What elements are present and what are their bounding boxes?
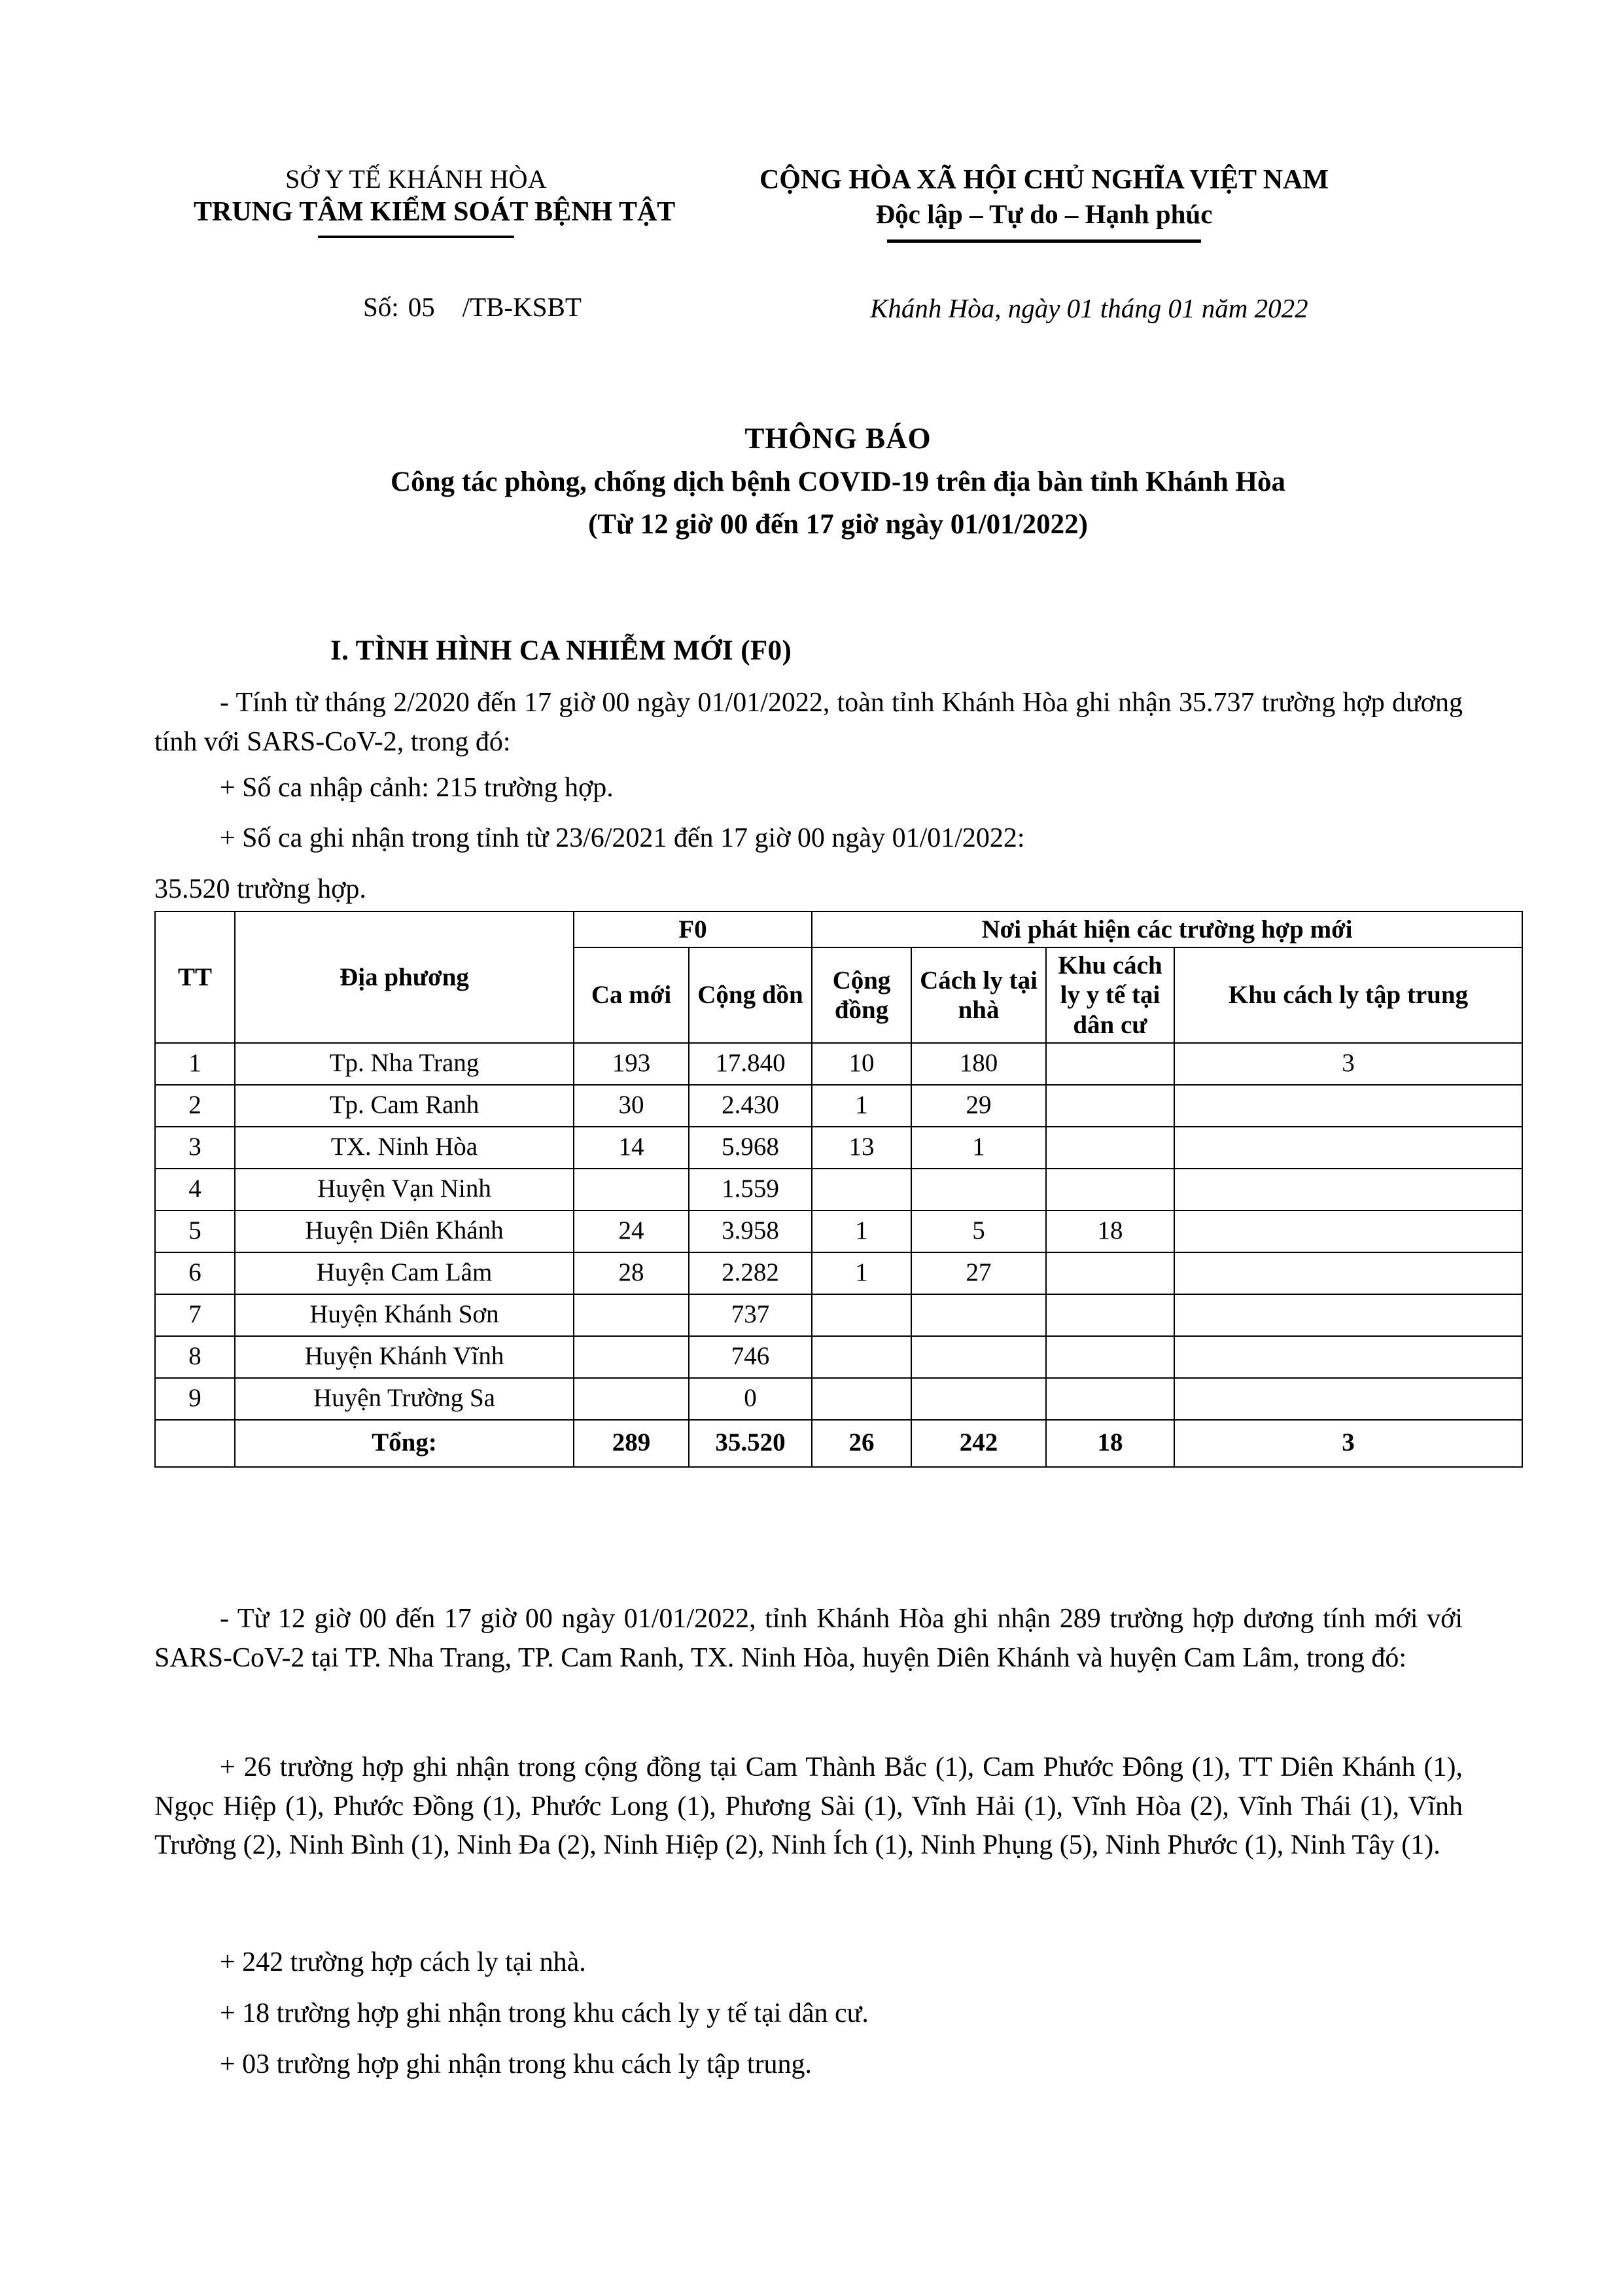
paragraph-text: - Tính từ tháng 2/2020 đến 17 giờ 00 ngày 01/01/2022, toàn tỉnh Khánh Hòa ghi nhận 35.737 trường hợp dương tính với SARS-CoV-2, trong đó: <box>154 688 1463 757</box>
paragraph-text: + 242 trường hợp cách ly tại nhà. <box>220 1947 586 1977</box>
center-name: TRUNG TÂM KIỂM SOÁT BỆNH TẬT <box>194 196 676 227</box>
cell-residential-medical <box>1046 1378 1174 1420</box>
table-row <box>155 1252 1522 1294</box>
header-left-divider <box>318 236 514 238</box>
cell-tt: 7 <box>155 1294 235 1336</box>
cell-total-cumulative: 35.520 <box>689 1420 812 1467</box>
cell-place: Huyện Khánh Vĩnh <box>235 1336 574 1378</box>
section-1-paragraph-3 <box>154 819 1463 858</box>
place-and-date: Khánh Hòa, ngày 01 tháng 01 năm 2022 <box>870 293 1308 323</box>
cell-tt: 9 <box>155 1378 235 1420</box>
cell-residential-medical: 18 <box>1046 1210 1174 1252</box>
title-block <box>154 419 1522 544</box>
cell-new-cases <box>574 1169 689 1210</box>
country-name: CỘNG HÒA XÃ HỘI CHỦ NGHĨA VIỆT NAM <box>759 165 1329 195</box>
national-motto-block <box>638 164 1522 243</box>
table-row <box>155 1169 1522 1210</box>
table-row <box>155 1127 1522 1169</box>
cell-cumulative: 5.968 <box>689 1127 812 1169</box>
cell-cumulative: 2.430 <box>689 1085 812 1127</box>
cell-new-cases: 28 <box>574 1252 689 1294</box>
cell-home-quarantine: 27 <box>911 1252 1046 1294</box>
cell-new-cases: 193 <box>574 1043 689 1085</box>
cell-concentrated <box>1174 1336 1522 1378</box>
th-detection-group: Nơi phát hiện các trường hợp mới <box>812 911 1522 947</box>
note-paragraph-2 <box>154 1748 1463 1865</box>
cell-concentrated: 3 <box>1174 1043 1522 1085</box>
paragraph-text: + Số ca nhập cảnh: 215 trường hợp. <box>220 773 614 803</box>
document-subtitle-line1: Công tác phòng, chống dịch bệnh COVID-19 trên địa bàn tỉnh Khánh Hòa <box>391 466 1285 497</box>
cell-total-residential-medical: 18 <box>1046 1420 1174 1467</box>
cell-residential-medical <box>1046 1252 1174 1294</box>
cell-concentrated <box>1174 1127 1522 1169</box>
cell-place: Tp. Cam Ranh <box>235 1085 574 1127</box>
cell-community: 10 <box>812 1043 911 1085</box>
document-type-title: THÔNG BÁO <box>744 422 932 455</box>
header-right-divider <box>887 239 1201 243</box>
covid-statistics-table <box>154 911 1523 1468</box>
cell-home-quarantine: 5 <box>911 1210 1046 1252</box>
cell-residential-medical <box>1046 1169 1174 1210</box>
cell-place: Tp. Nha Trang <box>235 1043 574 1085</box>
covid-statistics-table-wrapper <box>154 911 1522 1468</box>
cell-total-new-cases: 289 <box>574 1420 689 1467</box>
document-number-line <box>363 291 582 323</box>
cell-tt: 6 <box>155 1252 235 1294</box>
table-row <box>155 1294 1522 1336</box>
paragraph-text: + 03 trường hợp ghi nhận trong khu cách ly tập trung. <box>220 2049 812 2079</box>
th-residential-medical: Khu cách ly y tế tại dân cư <box>1046 947 1174 1043</box>
cell-cumulative: 746 <box>689 1336 812 1378</box>
th-f0-group: F0 <box>574 911 812 947</box>
cell-place: Huyện Cam Lâm <box>235 1252 574 1294</box>
section-1-heading: I. TÌNH HÌNH CA NHIỄM MỚI (F0) <box>330 635 792 666</box>
th-community: Cộng đồng <box>812 947 911 1043</box>
th-tt: TT <box>155 911 235 1043</box>
cell-total-blank <box>155 1420 235 1467</box>
cell-cumulative: 0 <box>689 1378 812 1420</box>
cell-home-quarantine: 1 <box>911 1127 1046 1169</box>
cell-residential-medical <box>1046 1127 1174 1169</box>
th-new-cases: Ca mới <box>574 947 689 1043</box>
issuing-authority-block <box>154 164 676 238</box>
cell-cumulative: 1.559 <box>689 1169 812 1210</box>
note-paragraph-4 <box>154 1994 1463 2034</box>
cell-new-cases <box>574 1336 689 1378</box>
cell-home-quarantine <box>911 1336 1046 1378</box>
cell-community <box>812 1169 911 1210</box>
cell-total-community: 26 <box>812 1420 911 1467</box>
cell-place: Huyện Trường Sa <box>235 1378 574 1420</box>
section-1-paragraph-1 <box>154 684 1463 762</box>
cell-new-cases: 30 <box>574 1085 689 1127</box>
note-paragraph-3 <box>154 1943 1463 1983</box>
cell-community <box>812 1336 911 1378</box>
cell-tt: 4 <box>155 1169 235 1210</box>
cell-place: Huyện Vạn Ninh <box>235 1169 574 1210</box>
table-head <box>155 911 1522 1043</box>
section-1-paragraph-4 <box>154 870 1463 910</box>
note-paragraph-5 <box>154 2045 1463 2085</box>
cell-concentrated <box>1174 1252 1522 1294</box>
cell-cumulative: 3.958 <box>689 1210 812 1252</box>
national-motto: Độc lập – Tự do – Hạnh phúc <box>875 199 1213 230</box>
cell-concentrated <box>1174 1294 1522 1336</box>
paragraph-text: 35.520 trường hợp. <box>154 874 366 904</box>
cell-place: Huyện Diên Khánh <box>235 1210 574 1252</box>
cell-residential-medical <box>1046 1085 1174 1127</box>
cell-home-quarantine: 180 <box>911 1043 1046 1085</box>
cell-home-quarantine: 29 <box>911 1085 1046 1127</box>
cell-total-label: Tổng: <box>235 1420 574 1467</box>
cell-home-quarantine <box>911 1378 1046 1420</box>
section-1-paragraph-2 <box>154 769 1463 808</box>
cell-cumulative: 737 <box>689 1294 812 1336</box>
paragraph-text: + 26 trường hợp ghi nhận trong cộng đồng tại Cam Thành Bắc (1), Cam Phước Đông (1), TT Diên Khánh (1), Ngọc Hiệp (1), Phước Đồng (1), Phước Long (1), Phương Sài (1), Vĩnh Hải (1), Vĩnh Hòa (2), Vĩnh Thái (1), Vĩnh Trường (2), Ninh Bình (1), Ninh Đa (2), Ninh Hiệp (2), Ninh Ích (1), Ninh Phụng (5), Ninh Phước (1), Ninh Tây (1). <box>154 1752 1463 1861</box>
cell-community: 1 <box>812 1210 911 1252</box>
note-paragraph-1 <box>154 1600 1463 1678</box>
cell-community: 1 <box>812 1085 911 1127</box>
cell-new-cases: 24 <box>574 1210 689 1252</box>
cell-total-concentrated: 3 <box>1174 1420 1522 1467</box>
document-number-value: 05 <box>408 292 435 322</box>
document-header <box>154 164 1522 243</box>
document-subtitle-line2: (Từ 12 giờ 00 đến 17 giờ ngày 01/01/2022) <box>588 509 1088 540</box>
document-number-label: Số: <box>363 292 399 322</box>
cell-tt: 5 <box>155 1210 235 1252</box>
cell-total-home-quarantine: 242 <box>911 1420 1046 1467</box>
cell-place: TX. Ninh Hòa <box>235 1127 574 1169</box>
department-name: SỞ Y TẾ KHÁNH HÒA <box>285 164 547 194</box>
cell-cumulative: 17.840 <box>689 1043 812 1085</box>
paragraph-text: + 18 trường hợp ghi nhận trong khu cách ly y tế tại dân cư. <box>220 1998 869 2028</box>
cell-place: Huyện Khánh Sơn <box>235 1294 574 1336</box>
table-row <box>155 1043 1522 1085</box>
table-row <box>155 1210 1522 1252</box>
cell-concentrated <box>1174 1378 1522 1420</box>
cell-concentrated <box>1174 1210 1522 1252</box>
cell-concentrated <box>1174 1085 1522 1127</box>
cell-cumulative: 2.282 <box>689 1252 812 1294</box>
paragraph-text: - Từ 12 giờ 00 đến 17 giờ 00 ngày 01/01/2022, tỉnh Khánh Hòa ghi nhận 289 trường hợp dương tính mới với SARS-CoV-2 tại TP. Nha Trang, TP. Cam Ranh, TX. Ninh Hòa, huyện Diên Khánh và huyện Cam Lâm, trong đó: <box>154 1604 1463 1673</box>
table-header-row-1 <box>155 911 1522 947</box>
th-home-quarantine: Cách ly tại nhà <box>911 947 1046 1043</box>
document-number-suffix: /TB-KSBT <box>462 292 582 322</box>
cell-community <box>812 1378 911 1420</box>
cell-home-quarantine <box>911 1294 1046 1336</box>
cell-home-quarantine <box>911 1169 1046 1210</box>
cell-new-cases <box>574 1378 689 1420</box>
table-body <box>155 1043 1522 1467</box>
cell-new-cases: 14 <box>574 1127 689 1169</box>
cell-community <box>812 1294 911 1336</box>
table-row <box>155 1336 1522 1378</box>
table-row <box>155 1085 1522 1127</box>
th-concentrated: Khu cách ly tập trung <box>1174 947 1522 1043</box>
paragraph-text: + Số ca ghi nhận trong tỉnh từ 23/6/2021 đến 17 giờ 00 ngày 01/01/2022: <box>220 823 1025 853</box>
cell-community: 1 <box>812 1252 911 1294</box>
cell-community: 13 <box>812 1127 911 1169</box>
cell-tt: 8 <box>155 1336 235 1378</box>
cell-concentrated <box>1174 1169 1522 1210</box>
cell-residential-medical <box>1046 1336 1174 1378</box>
cell-new-cases <box>574 1294 689 1336</box>
table-total-row <box>155 1420 1522 1467</box>
th-cumulative: Cộng dồn <box>689 947 812 1043</box>
cell-tt: 2 <box>155 1085 235 1127</box>
cell-tt: 3 <box>155 1127 235 1169</box>
table-row <box>155 1378 1522 1420</box>
cell-residential-medical <box>1046 1043 1174 1085</box>
th-place: Địa phương <box>235 911 574 1043</box>
cell-residential-medical <box>1046 1294 1174 1336</box>
cell-tt: 1 <box>155 1043 235 1085</box>
